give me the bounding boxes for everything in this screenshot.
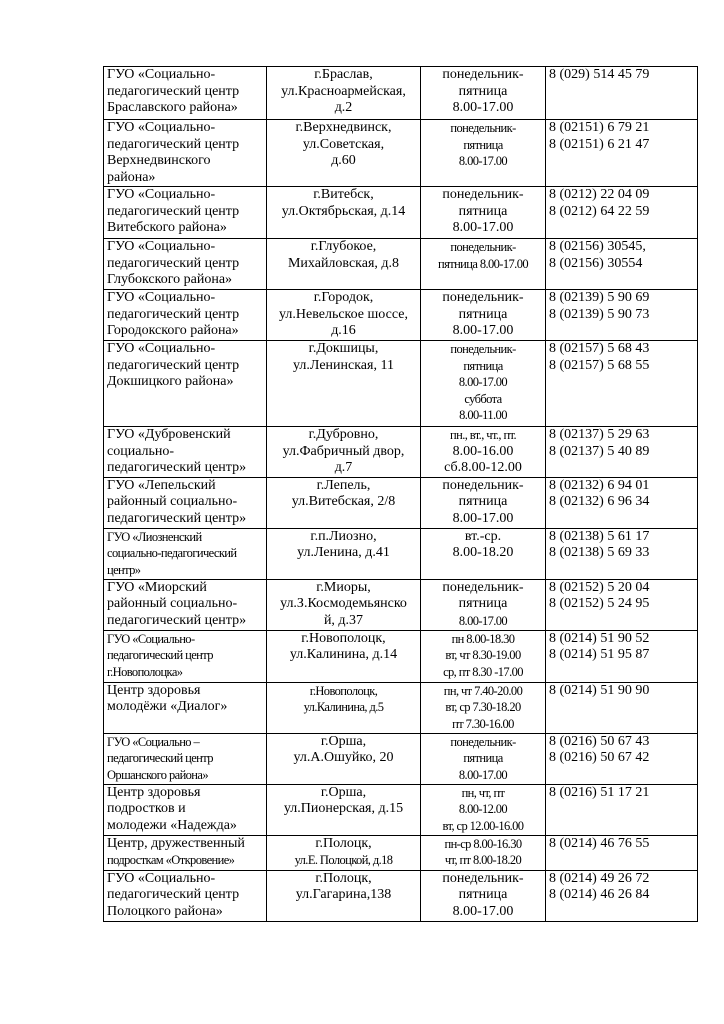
address-cell [267,120,421,187]
address-line: г.Миоры, [316,579,371,595]
center-name-line: Витебского района» [107,220,227,235]
center-name-line: ГУО «Социально – [107,734,200,749]
working-hours-line: понедельник- [450,121,516,135]
phone-line: 8 (0214) 46 76 55 [549,835,650,851]
phone-line: 8 (0216) 50 67 43 [549,733,650,749]
table-row [104,67,698,120]
center-name-line: педагогический центр» [107,460,247,475]
working-hours-cell [421,120,546,187]
phone-cell [546,630,698,682]
working-hours-line: суббота [464,391,502,406]
working-hours-line: пн 8.00-18.30 [451,631,515,646]
center-name-line: ГУО «Социально- [107,187,216,202]
working-hours-cell [421,477,546,528]
address-cell [267,630,421,682]
center-name-cell [104,239,267,290]
working-hours-line: 8.00-11.00 [459,408,507,422]
working-hours-line: сб.8.00-12.00 [444,460,522,475]
address-cell [267,427,421,478]
working-hours-line: 8.00-17.00 [458,154,508,168]
working-hours-line: чт, пт 8.00-18.20 [444,853,522,867]
table-row [104,528,698,579]
address-line: д.16 [331,323,356,338]
address-cell [267,528,421,579]
address-line: г.Новополоцк, [309,683,378,698]
center-name-line: Оршанского района» [107,767,208,782]
table-row [104,239,698,290]
phone-line: 8 (0214) 46 26 84 [549,887,650,902]
working-hours-line: пятница [458,83,508,99]
working-hours-line: 8.00-17.00 [452,220,514,235]
working-hours-line: пн, чт, пт [461,785,505,800]
phone-cell [546,187,698,239]
center-name-line: педагогический центр [107,136,240,152]
working-hours-line: вт, чт 8.30-19.00 [445,648,521,662]
phone-cell [546,290,698,341]
table-row [104,682,698,733]
center-name-line: молодежи «Надежда» [107,817,237,833]
working-hours-line: 8.00-17.00 [458,767,508,782]
center-name-line: ГУО «Социально- [107,290,216,305]
phone-line: 8 (0214) 51 90 90 [549,682,650,698]
working-hours-cell [421,784,546,835]
center-name-line: социально- [107,443,175,459]
working-hours-line: пятница [463,358,503,373]
address-line: г.Полоцк, [315,870,372,886]
phone-line: 8 (02152) 5 24 95 [549,596,650,611]
contacts-table [103,66,698,922]
address-line: ул.Калинина, д.14 [289,647,398,662]
center-name-line: ГУО «Социально- [107,631,195,646]
phone-line: 8 (0216) 51 17 21 [549,784,650,800]
working-hours-line: понедельник- [442,290,524,305]
working-hours-cell [421,835,546,870]
address-line: г.Орша, [320,784,367,800]
working-hours-cell [421,239,546,290]
phone-line: 8 (02137) 5 40 89 [549,443,650,459]
center-name-cell [104,784,267,835]
phone-line: 8 (02132) 6 96 34 [549,494,650,509]
working-hours-line: пятница [458,596,508,611]
center-name-cell [104,341,267,427]
working-hours-cell [421,870,546,921]
address-cell [267,579,421,630]
address-cell [267,187,421,239]
address-cell [267,477,421,528]
center-name-line: педагогический центр [107,306,240,322]
center-name-line: районный социально- [107,494,238,509]
working-hours-line: понедельник- [442,579,524,595]
working-hours-line: вт, ср 7.30-18.20 [445,700,521,714]
address-line: ул.Октябрьская, д.14 [281,203,406,219]
working-hours-line: вт, ср 12.00-16.00 [442,818,524,833]
address-line: ул.Советская, [302,136,385,152]
table-row [104,477,698,528]
address-cell [267,682,421,733]
center-name-cell [104,120,267,187]
address-cell [267,341,421,427]
phone-cell [546,528,698,579]
phone-line: 8 (02152) 5 20 04 [549,579,650,595]
table-row [104,427,698,478]
working-hours-line: 8.00-17.00 [452,510,514,526]
center-name-line: ГУО «Социально- [107,239,216,254]
working-hours-line: понедельник- [442,67,524,82]
working-hours-line: пятница [458,203,508,219]
center-name-line: ГУО «Социально- [107,120,216,135]
address-line: д.60 [331,153,356,168]
center-name-line: молодёжи «Диалог» [107,699,228,714]
address-line: ул.Витебская, 2/8 [291,494,396,509]
phone-cell [546,835,698,870]
working-hours-line: понедельник- [442,870,524,886]
center-name-line: района» [107,169,156,185]
table-row [104,341,698,427]
phone-cell [546,579,698,630]
address-cell [267,835,421,870]
table-row [104,870,698,921]
phone-line: 8 (02151) 6 79 21 [549,120,650,135]
phone-line: 8 (0212) 64 22 59 [549,203,650,219]
center-name-line: ГУО «Лиозненский [107,529,202,544]
center-name-cell [104,630,267,682]
working-hours-line: понедельник- [450,734,516,749]
working-hours-cell [421,290,546,341]
phone-line: 8 (0214) 51 90 52 [549,630,650,646]
phone-line: 8 (0212) 22 04 09 [549,187,650,202]
center-name-line: педагогический центр [107,83,240,99]
table-row [104,733,698,784]
working-hours-line: 8.00-17.00 [458,375,508,389]
center-name-line: ГУО «Лепельский [107,477,216,493]
center-name-cell [104,187,267,239]
working-hours-line: пятница [463,751,503,765]
working-hours-cell [421,630,546,682]
phone-line: 8 (02138) 5 61 17 [549,528,650,544]
phone-line: 8 (02157) 5 68 43 [549,341,650,356]
phone-line: 8 (02139) 5 90 73 [549,306,650,322]
address-line: й, д.37 [323,612,364,628]
working-hours-cell [421,579,546,630]
address-line: г.Браслав, [314,67,373,82]
working-hours-cell [421,682,546,733]
working-hours-cell [421,341,546,427]
address-line: г.Докшицы, [308,341,379,356]
phone-cell [546,682,698,733]
center-name-cell [104,427,267,478]
working-hours-line: понедельник- [442,477,524,493]
center-name-cell [104,870,267,921]
center-name-line: педагогический центр» [107,612,247,628]
address-line: г.Городок, [313,290,374,305]
center-name-line: районный социально- [107,596,238,611]
address-cell [267,67,421,120]
center-name-line: Докшицкого района» [107,374,234,389]
address-line: г.Витебск, [313,187,374,202]
phone-line: 8 (0214) 49 26 72 [549,870,650,886]
center-name-line: педагогический центр [107,357,240,373]
address-line: ул.Гагарина,138 [295,887,392,902]
center-name-line: педагогический центр» [107,510,247,526]
center-name-line: Городокского района» [107,323,239,338]
working-hours-line: пятница [458,494,508,509]
center-name-line: ГУО «Социально- [107,341,216,356]
address-line: г.Верхнедвинск, [295,120,392,135]
table-row [104,120,698,187]
working-hours-line: 8.00-17.00 [452,323,514,338]
center-name-line: Полоцкого района» [107,903,223,919]
center-name-line: педагогический центр [107,648,213,662]
working-hours-cell [421,733,546,784]
working-hours-line: 8.00-18.20 [452,545,514,560]
center-name-line: социально-педагогический [107,546,237,560]
address-line: Михайловская, д.8 [287,255,400,271]
address-cell [267,239,421,290]
working-hours-line: 8.00-17.00 [458,613,508,628]
working-hours-line: пн-ср 8.00-16.30 [444,836,522,851]
working-hours-cell [421,528,546,579]
address-line: г.Глубокое, [310,239,377,254]
working-hours-line: 8.00-16.00 [452,443,514,459]
working-hours-line: понедельник- [450,240,516,254]
center-name-line: подросткам «Откровение» [107,853,235,867]
phone-cell [546,341,698,427]
working-hours-line: 8.00-12.00 [458,802,508,816]
center-name-cell [104,682,267,733]
table-row [104,290,698,341]
working-hours-line: пятница [463,137,503,152]
center-name-cell [104,528,267,579]
center-name-cell [104,290,267,341]
working-hours-line: пн, чт 7.40-20.00 [443,683,523,698]
center-name-cell [104,733,267,784]
center-name-line: Глубокского района» [107,272,233,287]
address-cell [267,784,421,835]
center-name-line: Центр здоровья [107,682,201,698]
address-line: ул.Калинина, д.5 [303,700,384,714]
phone-cell [546,784,698,835]
phone-line: 8 (02156) 30545, [549,239,646,254]
working-hours-line: 8.00-17.00 [452,100,514,115]
phone-line: 8 (02157) 5 68 55 [549,357,650,373]
working-hours-line: пт 7.30-16.00 [452,716,514,731]
address-line: ул.Ленинская, 11 [293,357,394,373]
address-line: г.п.Лиозно, [310,528,377,544]
address-cell [267,870,421,921]
address-line: г.Дубровно, [308,427,379,442]
phone-cell [546,870,698,921]
address-line: ул.З.Космодемьянско [280,596,407,611]
address-line: ул.Невельское шоссе, [279,306,408,322]
phone-line: 8 (02139) 5 90 69 [549,290,650,305]
phone-cell [546,733,698,784]
center-name-line: Центр здоровья [107,784,201,800]
address-line: г.Полоцк, [315,835,372,851]
center-name-cell [104,67,267,120]
contacts-table-body [104,67,698,922]
address-line: д.7 [334,460,353,475]
center-name-line: ГУО «Миорский [107,579,207,595]
phone-cell [546,67,698,120]
address-line: г.Новополоцк, [301,630,386,646]
working-hours-line: ср, пт 8.30 -17.00 [443,664,523,679]
center-name-cell [104,579,267,630]
working-hours-line: пятница 8.00-17.00 [437,256,528,271]
address-line: д.2 [334,100,353,115]
table-row [104,835,698,870]
working-hours-line: понедельник- [450,342,516,356]
center-name-cell [104,477,267,528]
address-line: ул.Ленина, д.41 [297,545,390,560]
address-cell [267,733,421,784]
phone-line: 8 (02151) 6 21 47 [549,136,650,152]
working-hours-cell [421,427,546,478]
center-name-line: педагогический центр [107,203,240,219]
table-row [104,630,698,682]
center-name-line: ГУО «Дубровенский [107,427,231,442]
center-name-line: Браславского района» [107,100,238,115]
center-name-line: центр» [107,562,141,577]
phone-line: 8 (0216) 50 67 42 [549,750,650,765]
center-name-line: педагогический центр [107,887,240,902]
center-name-line: ГУО «Социально- [107,870,216,886]
phone-line: 8 (02138) 5 69 33 [549,545,650,560]
center-name-line: г.Новополоцка» [107,664,183,679]
center-name-line: педагогический центр [107,255,240,271]
address-line: ул.Пионерская, д.15 [283,801,404,816]
phone-cell [546,120,698,187]
table-row [104,579,698,630]
center-name-line: подростков и [107,801,186,816]
table-row [104,784,698,835]
working-hours-line: пятница [458,887,508,902]
table-row [104,187,698,239]
address-line: г.Лепель, [316,477,371,493]
center-name-line: Центр, дружественный [107,835,245,851]
working-hours-line: понедельник- [442,187,524,202]
address-line: ул.Фабричный двор, [282,443,405,459]
phone-cell [546,427,698,478]
address-line: ул.Е. Полоцкой, д.18 [294,853,393,867]
phone-line: 8 (029) 514 45 79 [549,67,650,82]
phone-cell [546,239,698,290]
address-line: ул.Красноармейская, [281,83,406,99]
working-hours-line: 8.00-17.00 [452,903,514,919]
center-name-line: Верхнедвинского [107,153,211,168]
address-line: г.Орша, [320,733,367,749]
address-line: ул.А.Ошуйко, 20 [293,750,394,765]
center-name-cell [104,835,267,870]
phone-line: 8 (0214) 51 95 87 [549,647,650,662]
phone-cell [546,477,698,528]
phone-line: 8 (02156) 30554 [549,255,643,271]
address-cell [267,290,421,341]
working-hours-line: вт.-ср. [464,528,502,544]
working-hours-line: пн., вт., чт., пт. [450,428,516,442]
working-hours-line: пятница [458,306,508,322]
phone-line: 8 (02137) 5 29 63 [549,427,650,442]
working-hours-cell [421,67,546,120]
working-hours-cell [421,187,546,239]
phone-line: 8 (02132) 6 94 01 [549,477,650,493]
center-name-line: ГУО «Социально- [107,67,216,82]
center-name-line: педагогический центр [107,751,213,765]
